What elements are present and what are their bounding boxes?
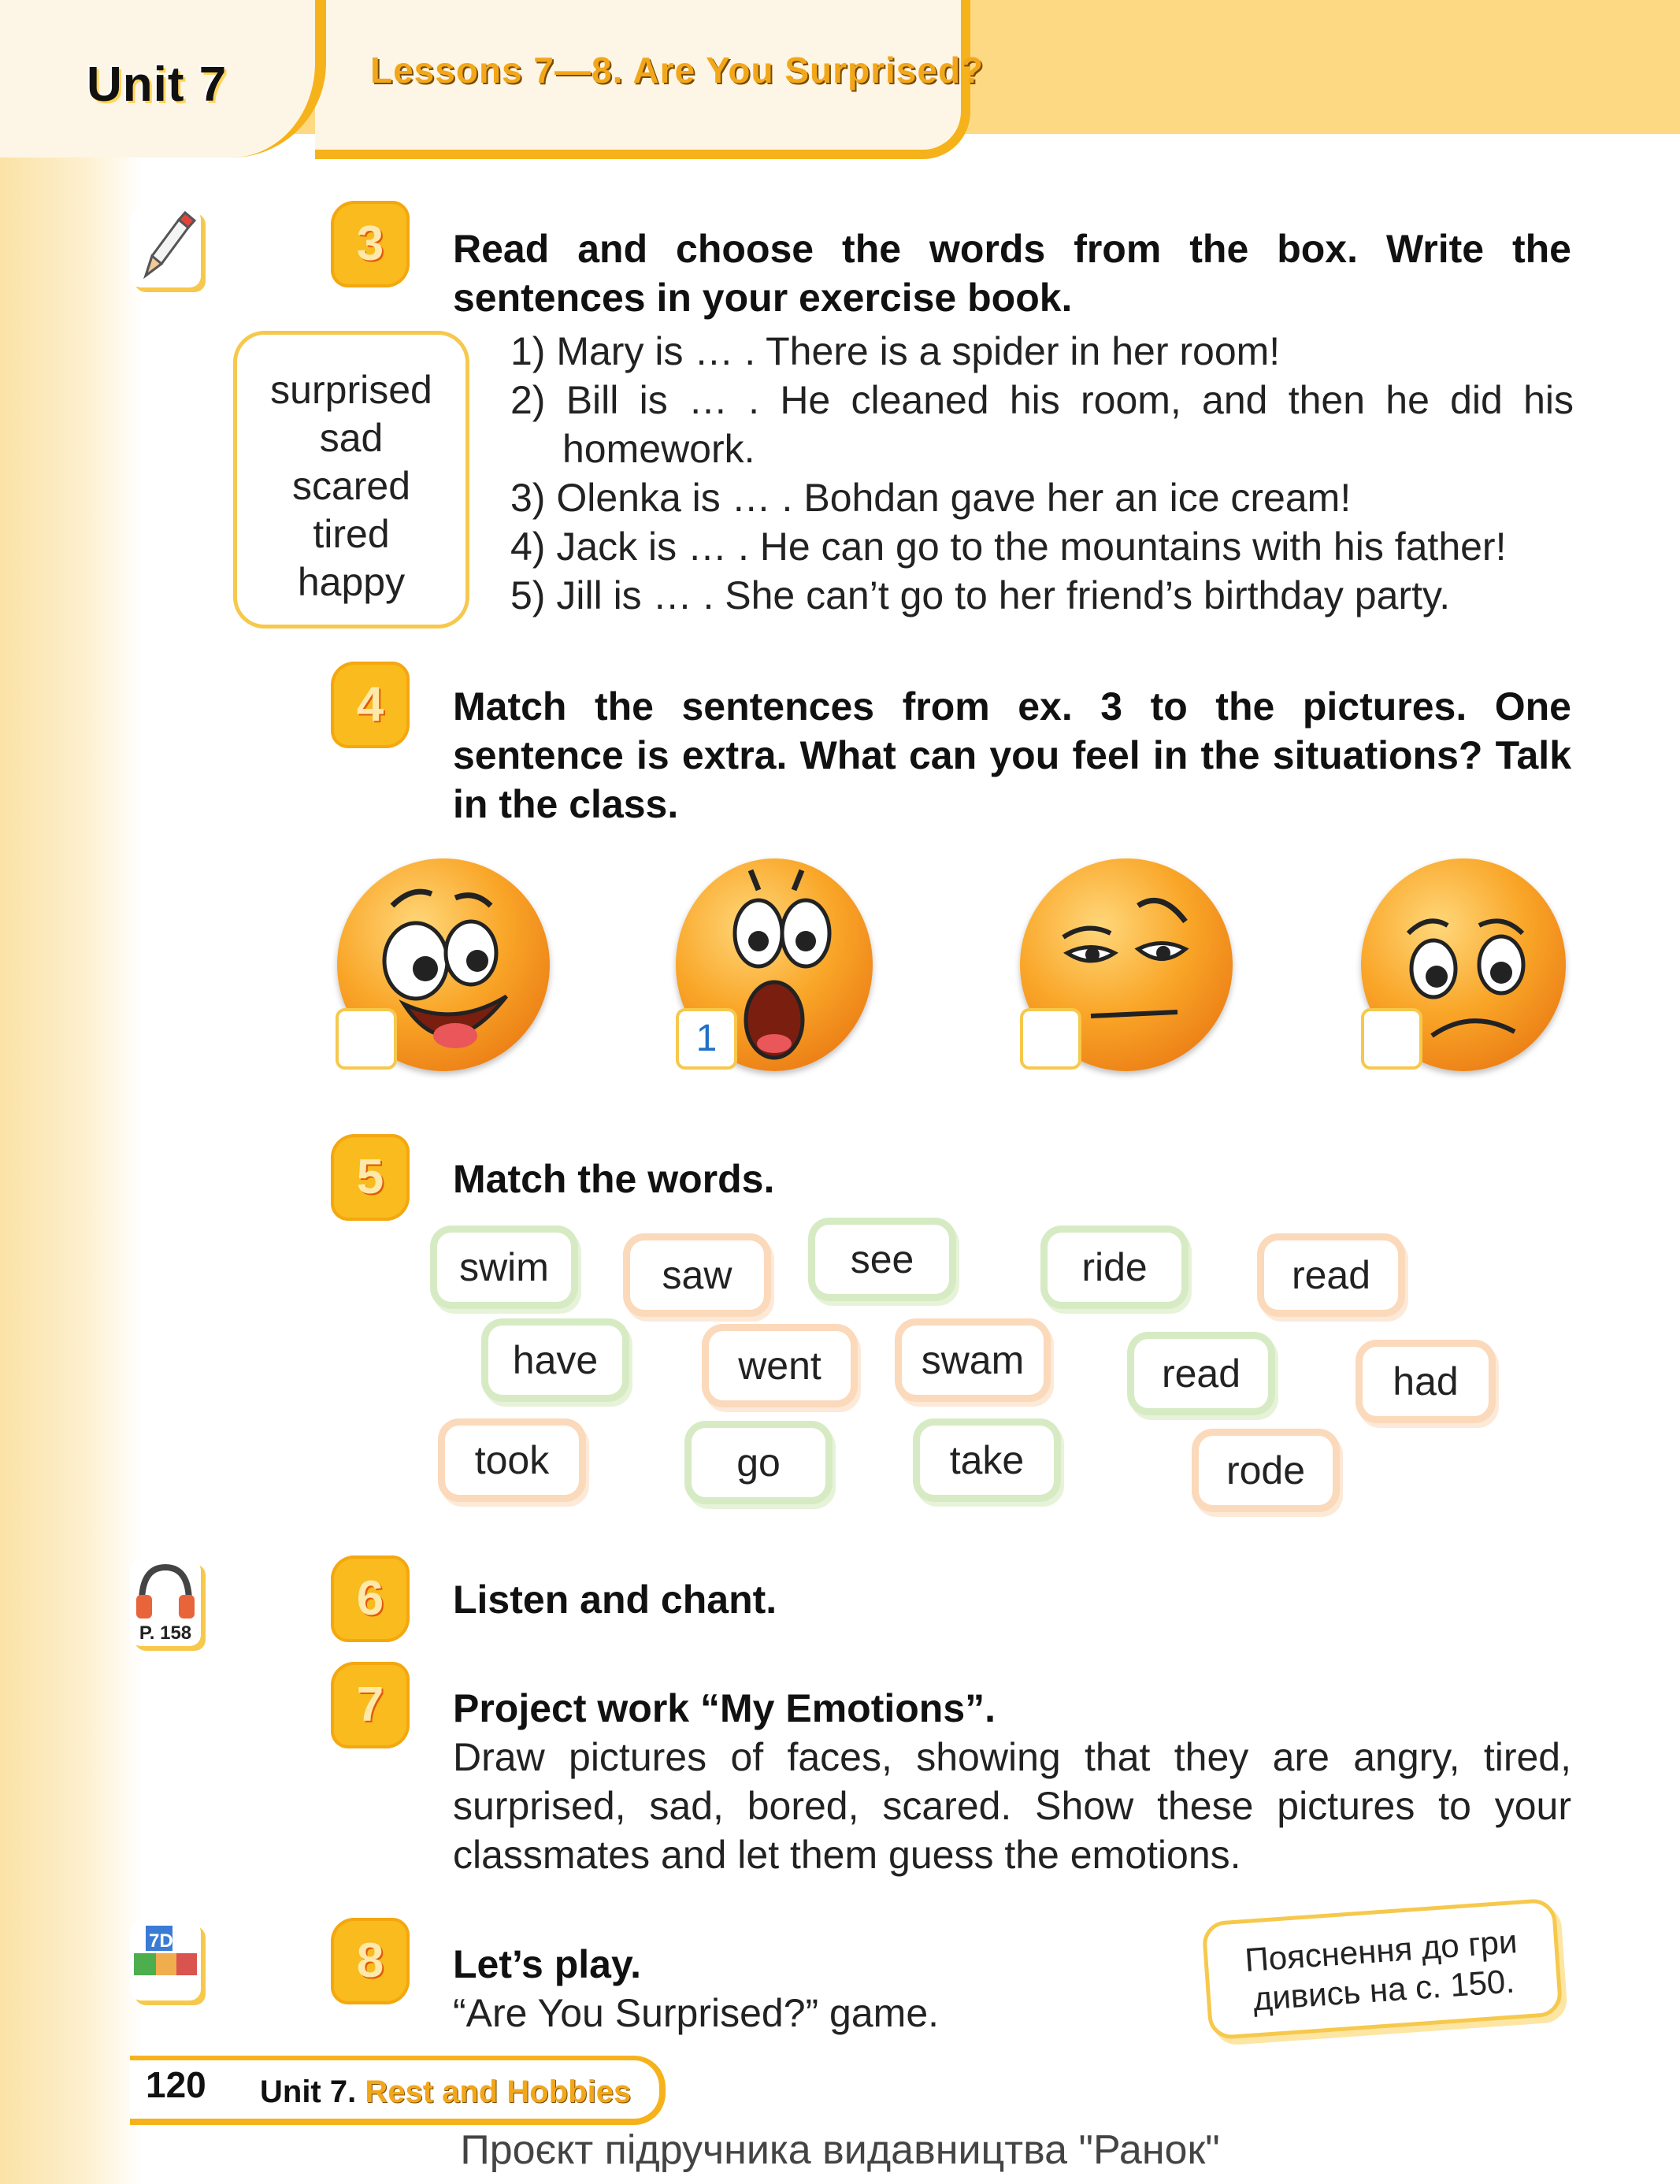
left-margin-strip [0, 0, 142, 2184]
word-chip-went[interactable]: went [709, 1331, 851, 1400]
word-chip-saw[interactable]: saw [630, 1240, 764, 1310]
word-chip-read-2[interactable]: read [1134, 1339, 1268, 1408]
word-chip-swim[interactable]: swim [437, 1233, 571, 1302]
headphones-icon[interactable] [130, 1559, 201, 1646]
sentence-list [510, 327, 1574, 620]
sentence-3: 3) Olenka is … . Bohdan gave her an ice cream! [510, 476, 1352, 520]
alphabet-blocks-icon [130, 1922, 201, 2000]
exercise-7-number: 7 [331, 1662, 410, 1748]
exercise-5-instruction: Match the words. [453, 1157, 775, 1201]
exercise-7-title: Project work “My Emotions”. [453, 1686, 996, 1730]
sentence-2: 2) Bill is … . He cleaned his room, and then he did his [510, 378, 1574, 422]
blocks-text: 7D [149, 1930, 173, 1952]
footer-unit-label: Unit 7. [260, 2075, 357, 2109]
sentence-1: 1) Mary is … . There is a spider in her room! [510, 329, 1281, 373]
sentence-5: 5) Jill is … . She can’t go to her friend’s birthday party. [510, 573, 1451, 617]
word-chip-rode[interactable]: rode [1199, 1436, 1333, 1505]
exercise-8-title: Let’s play. [453, 1942, 641, 1986]
word-chip-swam[interactable]: swam [902, 1326, 1044, 1395]
word-chip-have[interactable]: have [488, 1326, 622, 1395]
answer-box-face-2[interactable]: 1 [676, 1008, 737, 1070]
exercise-4-number: 4 [331, 662, 410, 748]
pencil-icon [130, 209, 201, 287]
answer-box-face-1[interactable] [336, 1008, 397, 1070]
word-chip-had[interactable]: had [1363, 1347, 1489, 1416]
answer-box-face-3[interactable] [1020, 1008, 1081, 1070]
exercise-4-instruction: Match the sentences from ex. 3 to the pictures. One sentence is extra. What can you feel in the situations? Talk in the class. [453, 684, 1571, 826]
exercise-7-text: Draw pictures of faces, showing that they are angry, tired, surprised, sad, bored, scared. Show these pictures to your classmates and let them guess the emotions. [453, 1735, 1571, 1877]
unit-label: Unit 7 [87, 57, 228, 112]
audio-page-label: P. 158 [139, 1622, 192, 1644]
exercise-8-text: “Are You Surprised?” game. [453, 1991, 940, 2035]
publisher-watermark: Проєкт підручника видавництва "Ранок" [460, 2127, 1220, 2173]
sentence-2-continued: homework. [562, 427, 755, 471]
exercise-8-number: 8 [331, 1918, 410, 2004]
word-chip-go[interactable]: go [692, 1428, 825, 1497]
game-note-line-1: Пояснення до гри [1243, 1923, 1519, 1979]
game-note-line-2: дивись на с. 150. [1252, 1962, 1516, 2018]
word-box-item: happy [297, 560, 406, 604]
exercise-3-instruction: Read and choose the words from the box. Write the sentences in your exercise book. [453, 227, 1571, 320]
word-box-item: surprised [270, 368, 432, 412]
sentence-4: 4) Jack is … . He can go to the mountains with his father! [510, 525, 1507, 569]
game-note [1201, 1897, 1563, 2040]
page-number: 120 [146, 2064, 206, 2105]
exercise-3-number: 3 [331, 201, 410, 287]
word-chip-took[interactable]: took [445, 1426, 579, 1495]
word-box-item: sad [319, 416, 384, 460]
word-box [233, 331, 469, 629]
word-chip-see[interactable]: see [815, 1225, 949, 1294]
footer-topic: Rest and Hobbies [365, 2075, 632, 2109]
exercise-6-instruction: Listen and chant. [453, 1578, 777, 1622]
lesson-title: Lessons 7—8. Are You Surprised? [370, 50, 985, 91]
word-chip-read[interactable]: read [1264, 1240, 1398, 1310]
word-box-item: tired [313, 512, 390, 556]
word-box-item: scared [291, 464, 411, 508]
answer-box-face-4[interactable] [1361, 1008, 1422, 1070]
word-chip-ride[interactable]: ride [1048, 1233, 1181, 1302]
footer-unit [260, 2075, 631, 2110]
exercise-6-number: 6 [331, 1555, 410, 1642]
exercise-5-number: 5 [331, 1134, 410, 1221]
word-chip-take[interactable]: take [920, 1426, 1054, 1495]
